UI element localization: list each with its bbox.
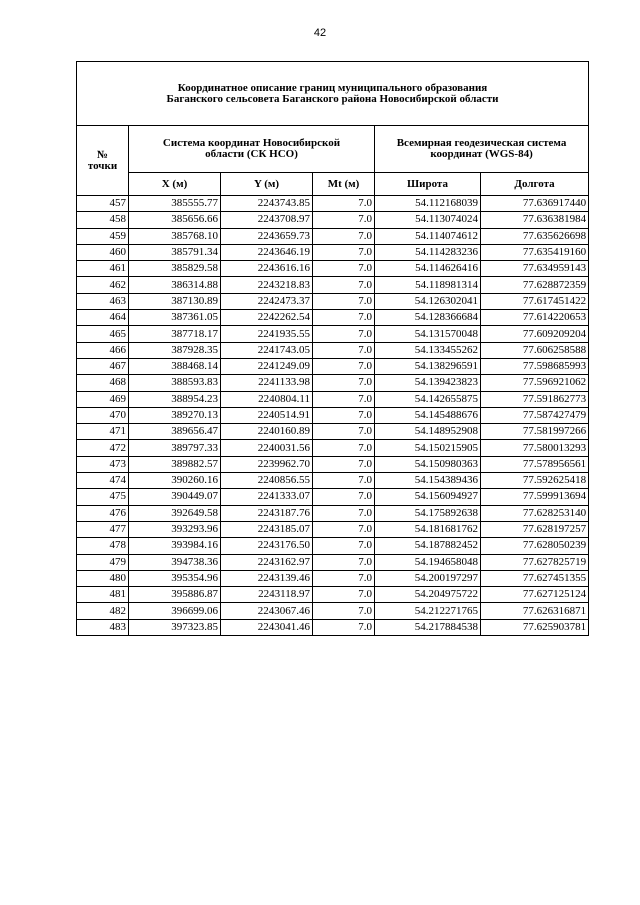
longitude-cell: 77.636381984 (481, 212, 589, 228)
y-cell: 2243616.16 (221, 261, 313, 277)
x-cell: 389270.13 (129, 407, 221, 423)
point-number-cell: 467 (77, 358, 129, 374)
y-cell: 2239962.70 (221, 456, 313, 472)
page-number: 42 (313, 27, 327, 39)
point-number-cell: 469 (77, 391, 129, 407)
point-number-cell: 482 (77, 603, 129, 619)
latitude-cell: 54.148952908 (375, 424, 481, 440)
x-cell: 387361.05 (129, 310, 221, 326)
longitude-cell: 77.580013293 (481, 440, 589, 456)
point-number-cell: 458 (77, 212, 129, 228)
mt-cell: 7.0 (313, 440, 375, 456)
latitude-cell: 54.114626416 (375, 261, 481, 277)
header-system-nso-line: Система координат Новосибирской (162, 137, 341, 149)
x-cell: 387130.89 (129, 293, 221, 309)
point-number-cell: 464 (77, 310, 129, 326)
x-cell: 389656.47 (129, 424, 221, 440)
table-row (77, 261, 589, 277)
y-cell: 2240856.55 (221, 473, 313, 489)
longitude-cell: 77.614220653 (481, 310, 589, 326)
mt-cell: 7.0 (313, 570, 375, 586)
coordinates-table (76, 61, 589, 636)
mt-cell: 7.0 (313, 358, 375, 374)
y-cell: 2241935.55 (221, 326, 313, 342)
mt-cell: 7.0 (313, 244, 375, 260)
table-body (77, 196, 589, 636)
point-number-cell: 475 (77, 489, 129, 505)
point-number-cell: 481 (77, 587, 129, 603)
table-row (77, 538, 589, 554)
latitude-cell: 54.204975722 (375, 587, 481, 603)
x-cell: 393984.16 (129, 538, 221, 554)
longitude-cell: 77.628253140 (481, 505, 589, 521)
table-row (77, 570, 589, 586)
header-longitude: Долгота (481, 173, 589, 196)
mt-cell: 7.0 (313, 310, 375, 326)
longitude-cell: 77.635626698 (481, 228, 589, 244)
header-system-nso-line: области (СК НСО) (205, 148, 298, 160)
table-row (77, 619, 589, 635)
x-cell: 397323.85 (129, 619, 221, 635)
point-number-cell: 472 (77, 440, 129, 456)
x-cell: 385656.66 (129, 212, 221, 228)
point-number-cell: 478 (77, 538, 129, 554)
point-number-cell: 457 (77, 196, 129, 212)
point-number-cell: 470 (77, 407, 129, 423)
header-system-nso (129, 126, 375, 173)
table-row (77, 310, 589, 326)
latitude-cell: 54.128366684 (375, 310, 481, 326)
latitude-cell: 54.217884538 (375, 619, 481, 635)
mt-cell: 7.0 (313, 228, 375, 244)
point-number-cell: 477 (77, 521, 129, 537)
y-cell: 2240514.91 (221, 407, 313, 423)
y-cell: 2243176.50 (221, 538, 313, 554)
mt-cell: 7.0 (313, 521, 375, 537)
table-row (77, 456, 589, 472)
table-row (77, 228, 589, 244)
y-cell: 2241743.05 (221, 342, 313, 358)
table-row (77, 375, 589, 391)
table-row (77, 554, 589, 570)
table-row (77, 521, 589, 537)
table-title (77, 62, 589, 126)
longitude-cell: 77.596921062 (481, 375, 589, 391)
point-number-cell: 459 (77, 228, 129, 244)
latitude-cell: 54.150980363 (375, 456, 481, 472)
x-cell: 387928.35 (129, 342, 221, 358)
latitude-cell: 54.150215905 (375, 440, 481, 456)
mt-cell: 7.0 (313, 391, 375, 407)
x-cell: 390260.16 (129, 473, 221, 489)
latitude-cell: 54.138296591 (375, 358, 481, 374)
header-x: X (м) (129, 173, 221, 196)
x-cell: 389797.33 (129, 440, 221, 456)
header-y: Y (м) (221, 173, 313, 196)
point-number-cell: 463 (77, 293, 129, 309)
point-number-cell: 462 (77, 277, 129, 293)
longitude-cell: 77.581997266 (481, 424, 589, 440)
mt-cell: 7.0 (313, 196, 375, 212)
longitude-cell: 77.626316871 (481, 603, 589, 619)
mt-cell: 7.0 (313, 212, 375, 228)
x-cell: 393293.96 (129, 521, 221, 537)
point-number-cell: 471 (77, 424, 129, 440)
latitude-cell: 54.139423823 (375, 375, 481, 391)
x-cell: 390449.07 (129, 489, 221, 505)
y-cell: 2243139.46 (221, 570, 313, 586)
longitude-cell: 77.635419160 (481, 244, 589, 260)
y-cell: 2243218.83 (221, 277, 313, 293)
mt-cell: 7.0 (313, 619, 375, 635)
header-system-wgs (375, 126, 589, 173)
point-number-cell: 473 (77, 456, 129, 472)
table-row (77, 342, 589, 358)
table-row (77, 424, 589, 440)
point-number-cell: 476 (77, 505, 129, 521)
latitude-cell: 54.175892638 (375, 505, 481, 521)
table-row (77, 326, 589, 342)
longitude-cell: 77.609209204 (481, 326, 589, 342)
mt-cell: 7.0 (313, 456, 375, 472)
y-cell: 2243743.85 (221, 196, 313, 212)
y-cell: 2241133.98 (221, 375, 313, 391)
latitude-cell: 54.114283236 (375, 244, 481, 260)
y-cell: 2240160.89 (221, 424, 313, 440)
header-latitude: Широта (375, 173, 481, 196)
point-number-cell: 460 (77, 244, 129, 260)
table-title-line: Координатное описание границ муниципального образования (177, 81, 488, 94)
longitude-cell: 77.591862773 (481, 391, 589, 407)
longitude-cell: 77.606258588 (481, 342, 589, 358)
latitude-cell: 54.156094927 (375, 489, 481, 505)
point-number-cell: 465 (77, 326, 129, 342)
latitude-cell: 54.154389436 (375, 473, 481, 489)
longitude-cell: 77.627825719 (481, 554, 589, 570)
x-cell: 387718.17 (129, 326, 221, 342)
header-point-number (77, 126, 129, 196)
y-cell: 2243162.97 (221, 554, 313, 570)
header-system-wgs-line: Всемирная геодезическая система (396, 137, 567, 149)
latitude-cell: 54.113074024 (375, 212, 481, 228)
mt-cell: 7.0 (313, 505, 375, 521)
y-cell: 2241249.09 (221, 358, 313, 374)
y-cell: 2243118.97 (221, 587, 313, 603)
mt-cell: 7.0 (313, 326, 375, 342)
mt-cell: 7.0 (313, 587, 375, 603)
y-cell: 2243041.46 (221, 619, 313, 635)
x-cell: 395354.96 (129, 570, 221, 586)
y-cell: 2243067.46 (221, 603, 313, 619)
x-cell: 388593.83 (129, 375, 221, 391)
y-cell: 2243646.19 (221, 244, 313, 260)
y-cell: 2243185.07 (221, 521, 313, 537)
latitude-cell: 54.145488676 (375, 407, 481, 423)
table-row (77, 212, 589, 228)
latitude-cell: 54.126302041 (375, 293, 481, 309)
mt-cell: 7.0 (313, 538, 375, 554)
latitude-cell: 54.212271765 (375, 603, 481, 619)
x-cell: 394738.36 (129, 554, 221, 570)
x-cell: 388468.14 (129, 358, 221, 374)
table-row (77, 505, 589, 521)
longitude-cell: 77.628872359 (481, 277, 589, 293)
table-row (77, 407, 589, 423)
latitude-cell: 54.194658048 (375, 554, 481, 570)
y-cell: 2240031.56 (221, 440, 313, 456)
latitude-cell: 54.187882452 (375, 538, 481, 554)
longitude-cell: 77.592625418 (481, 473, 589, 489)
point-number-cell: 483 (77, 619, 129, 635)
x-cell: 385791.34 (129, 244, 221, 260)
table-row (77, 587, 589, 603)
point-number-cell: 480 (77, 570, 129, 586)
x-cell: 389882.57 (129, 456, 221, 472)
header-point-number-line: точки (87, 159, 118, 172)
latitude-cell: 54.131570048 (375, 326, 481, 342)
x-cell: 388954.23 (129, 391, 221, 407)
x-cell: 386314.88 (129, 277, 221, 293)
header-system-wgs-line: координат (WGS-84) (430, 148, 533, 160)
table-row (77, 473, 589, 489)
x-cell: 395886.87 (129, 587, 221, 603)
mt-cell: 7.0 (313, 293, 375, 309)
latitude-cell: 54.114074612 (375, 228, 481, 244)
mt-cell: 7.0 (313, 407, 375, 423)
header-point-number-line: № (96, 148, 109, 161)
x-cell: 385768.10 (129, 228, 221, 244)
table-row (77, 440, 589, 456)
table-title-line: Баганского сельсовета Баганского района Новосибирской области (166, 92, 499, 105)
table-row (77, 489, 589, 505)
y-cell: 2243187.76 (221, 505, 313, 521)
point-number-cell: 468 (77, 375, 129, 391)
longitude-cell: 77.628197257 (481, 521, 589, 537)
longitude-cell: 77.634959143 (481, 261, 589, 277)
table-row (77, 277, 589, 293)
mt-cell: 7.0 (313, 342, 375, 358)
point-number-cell: 474 (77, 473, 129, 489)
x-cell: 385555.77 (129, 196, 221, 212)
longitude-cell: 77.617451422 (481, 293, 589, 309)
latitude-cell: 54.112168039 (375, 196, 481, 212)
latitude-cell: 54.181681762 (375, 521, 481, 537)
x-cell: 385829.58 (129, 261, 221, 277)
longitude-cell: 77.587427479 (481, 407, 589, 423)
x-cell: 396699.06 (129, 603, 221, 619)
header-mt: Mt (м) (313, 173, 375, 196)
longitude-cell: 77.627125124 (481, 587, 589, 603)
longitude-cell: 77.636917440 (481, 196, 589, 212)
longitude-cell: 77.598685993 (481, 358, 589, 374)
latitude-cell: 54.142655875 (375, 391, 481, 407)
latitude-cell: 54.133455262 (375, 342, 481, 358)
longitude-cell: 77.628050239 (481, 538, 589, 554)
table-row (77, 293, 589, 309)
mt-cell: 7.0 (313, 603, 375, 619)
mt-cell: 7.0 (313, 554, 375, 570)
mt-cell: 7.0 (313, 375, 375, 391)
table-row (77, 391, 589, 407)
y-cell: 2242262.54 (221, 310, 313, 326)
table-row (77, 603, 589, 619)
y-cell: 2240804.11 (221, 391, 313, 407)
longitude-cell: 77.625903781 (481, 619, 589, 635)
y-cell: 2242473.37 (221, 293, 313, 309)
longitude-cell: 77.599913694 (481, 489, 589, 505)
table-row (77, 196, 589, 212)
y-cell: 2243708.97 (221, 212, 313, 228)
mt-cell: 7.0 (313, 261, 375, 277)
table-row (77, 358, 589, 374)
mt-cell: 7.0 (313, 489, 375, 505)
mt-cell: 7.0 (313, 277, 375, 293)
table-row (77, 244, 589, 260)
latitude-cell: 54.200197297 (375, 570, 481, 586)
longitude-cell: 77.578956561 (481, 456, 589, 472)
point-number-cell: 461 (77, 261, 129, 277)
longitude-cell: 77.627451355 (481, 570, 589, 586)
point-number-cell: 466 (77, 342, 129, 358)
mt-cell: 7.0 (313, 473, 375, 489)
mt-cell: 7.0 (313, 424, 375, 440)
point-number-cell: 479 (77, 554, 129, 570)
x-cell: 392649.58 (129, 505, 221, 521)
y-cell: 2243659.73 (221, 228, 313, 244)
y-cell: 2241333.07 (221, 489, 313, 505)
latitude-cell: 54.118981314 (375, 277, 481, 293)
